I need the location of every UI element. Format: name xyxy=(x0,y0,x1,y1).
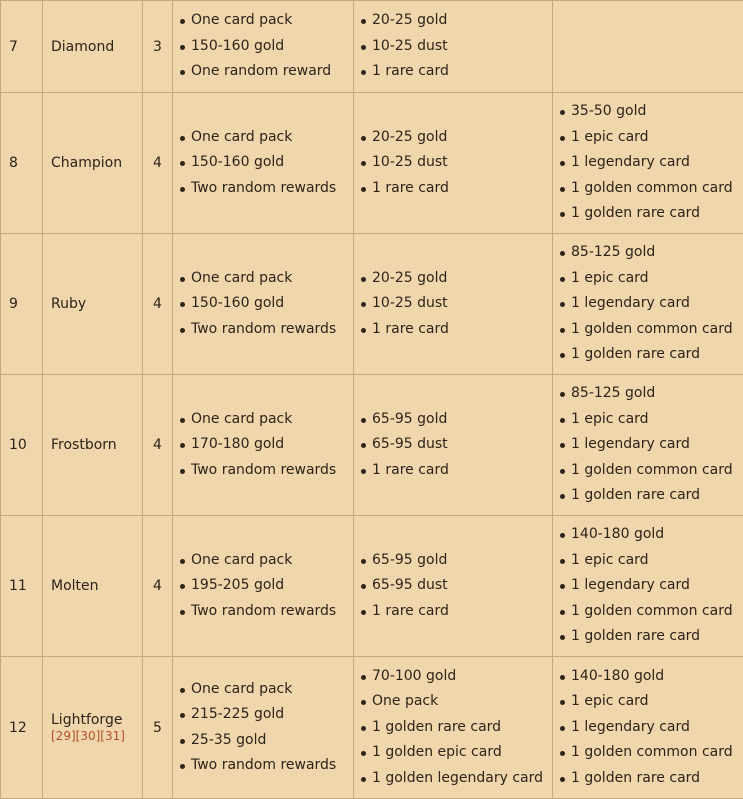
reward-item: 1 golden rare card xyxy=(571,201,743,226)
rank-name: Ruby xyxy=(51,296,86,312)
reward-item: 170-180 gold xyxy=(191,432,353,457)
reward-item: Two random rewards xyxy=(191,317,353,342)
reward-cell xyxy=(173,1,354,93)
reward-list xyxy=(553,240,743,367)
rank-value: 7 xyxy=(9,39,18,55)
table-row xyxy=(1,375,743,516)
reward-item: Two random rewards xyxy=(191,599,353,624)
reward-item: 1 epic card xyxy=(571,689,743,714)
reward-cell xyxy=(553,375,743,516)
reward-item: 1 legendary card xyxy=(571,573,743,598)
reward-item: 1 epic card xyxy=(571,548,743,573)
reward-item: 1 golden rare card xyxy=(571,342,743,367)
rank-cell xyxy=(1,234,43,375)
reward-item: 1 rare card xyxy=(372,458,552,483)
reward-cell xyxy=(354,1,553,93)
rank-name: Diamond xyxy=(51,39,114,55)
rewards-table-body xyxy=(1,1,743,799)
reward-item: Two random rewards xyxy=(191,176,353,201)
reward-item: 1 golden epic card xyxy=(372,740,552,765)
table-row xyxy=(1,1,743,93)
reward-item: One card pack xyxy=(191,266,353,291)
reward-cell xyxy=(173,375,354,516)
name-cell xyxy=(43,93,143,234)
reward-item: One card pack xyxy=(191,407,353,432)
tier-cell xyxy=(143,234,173,375)
reward-cell xyxy=(173,234,354,375)
reward-item: 1 golden common card xyxy=(571,599,743,624)
reward-item: 20-25 gold xyxy=(372,266,552,291)
tier-value: 4 xyxy=(153,578,162,594)
reward-item: 10-25 dust xyxy=(372,34,552,59)
reward-list xyxy=(553,522,743,649)
reward-cell xyxy=(354,657,553,799)
tier-cell xyxy=(143,1,173,93)
reward-item: 85-125 gold xyxy=(571,381,743,406)
reward-item: 140-180 gold xyxy=(571,664,743,689)
table-row xyxy=(1,657,743,799)
reward-list xyxy=(354,407,552,483)
reward-item: 1 legendary card xyxy=(571,291,743,316)
reward-item: 70-100 gold xyxy=(372,664,552,689)
reward-item: 1 golden rare card xyxy=(571,624,743,649)
reward-cell xyxy=(354,234,553,375)
tier-cell xyxy=(143,516,173,657)
rank-cell xyxy=(1,657,43,799)
reward-cell xyxy=(354,516,553,657)
reward-item: 20-25 gold xyxy=(372,125,552,150)
reward-item: 65-95 dust xyxy=(372,432,552,457)
reward-cell xyxy=(553,234,743,375)
reward-item: 10-25 dust xyxy=(372,291,552,316)
tier-cell xyxy=(143,93,173,234)
reward-item: 10-25 dust xyxy=(372,150,552,175)
reward-item: One card pack xyxy=(191,125,353,150)
reward-item: 35-50 gold xyxy=(571,99,743,124)
reward-item: 65-95 gold xyxy=(372,548,552,573)
rank-value: 9 xyxy=(9,296,18,312)
reward-list xyxy=(173,8,353,84)
reward-list xyxy=(173,266,353,342)
reward-list xyxy=(173,125,353,201)
reward-item: 1 golden rare card xyxy=(571,766,743,791)
reference-link[interactable]: [31] xyxy=(100,729,125,743)
reward-list xyxy=(354,548,552,624)
tier-value: 4 xyxy=(153,155,162,171)
reward-item: 25-35 gold xyxy=(191,728,353,753)
reward-item: One card pack xyxy=(191,677,353,702)
tier-value: 4 xyxy=(153,437,162,453)
reward-item: 1 epic card xyxy=(571,266,743,291)
reward-item: 215-225 gold xyxy=(191,702,353,727)
reward-item: 65-95 gold xyxy=(372,407,552,432)
reward-item: Two random rewards xyxy=(191,458,353,483)
rank-value: 11 xyxy=(9,578,27,594)
reward-list xyxy=(173,548,353,624)
rank-name: Lightforge xyxy=(51,712,122,728)
reward-item: 20-25 gold xyxy=(372,8,552,33)
reward-list xyxy=(354,125,552,201)
rank-value: 8 xyxy=(9,155,18,171)
reward-cell xyxy=(354,375,553,516)
reward-item: One card pack xyxy=(191,548,353,573)
reward-list xyxy=(354,266,552,342)
reward-item: 1 rare card xyxy=(372,317,552,342)
reward-list xyxy=(553,381,743,508)
reward-cell xyxy=(553,93,743,234)
reward-item: 1 golden legendary card xyxy=(372,766,552,791)
reward-item: 1 golden common card xyxy=(571,458,743,483)
rank-cell xyxy=(1,375,43,516)
reward-item: 150-160 gold xyxy=(191,150,353,175)
reward-item: 1 golden common card xyxy=(571,176,743,201)
reward-item: 1 golden common card xyxy=(571,317,743,342)
reward-item: Two random rewards xyxy=(191,753,353,778)
table-row xyxy=(1,234,743,375)
reward-item: One pack xyxy=(372,689,552,714)
reference-link[interactable]: [29] xyxy=(51,729,76,743)
tier-value: 4 xyxy=(153,296,162,312)
tier-value: 5 xyxy=(153,720,162,736)
tier-cell xyxy=(143,375,173,516)
reward-item: 1 golden common card xyxy=(571,740,743,765)
reward-item: 150-160 gold xyxy=(191,34,353,59)
reward-item: 1 epic card xyxy=(571,125,743,150)
reward-item: 1 legendary card xyxy=(571,432,743,457)
rank-name: Molten xyxy=(51,578,99,594)
reference-link[interactable]: [30] xyxy=(76,729,101,743)
reward-list xyxy=(354,664,552,791)
tier-value: 3 xyxy=(153,39,162,55)
reward-cell xyxy=(173,657,354,799)
reward-cell xyxy=(553,1,743,93)
rank-cell xyxy=(1,1,43,93)
reward-cell xyxy=(173,93,354,234)
reference-links xyxy=(51,728,142,744)
name-cell xyxy=(43,375,143,516)
reward-cell xyxy=(553,657,743,799)
table-row xyxy=(1,516,743,657)
reward-cell xyxy=(173,516,354,657)
reward-item: 1 golden rare card xyxy=(571,483,743,508)
reward-list xyxy=(553,99,743,226)
reward-item: 1 rare card xyxy=(372,599,552,624)
table-row xyxy=(1,93,743,234)
rank-value: 12 xyxy=(9,720,27,736)
reward-item: One card pack xyxy=(191,8,353,33)
tier-cell xyxy=(143,657,173,799)
rank-cell xyxy=(1,93,43,234)
name-cell xyxy=(43,1,143,93)
name-cell xyxy=(43,234,143,375)
reward-item: 140-180 gold xyxy=(571,522,743,547)
reward-item: 1 epic card xyxy=(571,407,743,432)
name-cell xyxy=(43,657,143,799)
rank-value: 10 xyxy=(9,437,27,453)
rank-name: Frostborn xyxy=(51,437,117,453)
reward-item: 195-205 gold xyxy=(191,573,353,598)
reward-list xyxy=(354,8,552,84)
reward-item: 65-95 dust xyxy=(372,573,552,598)
reward-cell xyxy=(553,516,743,657)
name-cell xyxy=(43,516,143,657)
rank-name: Champion xyxy=(51,155,122,171)
reward-item: 150-160 gold xyxy=(191,291,353,316)
reward-list xyxy=(553,664,743,791)
reward-item: 1 legendary card xyxy=(571,715,743,740)
reward-cell xyxy=(354,93,553,234)
rank-cell xyxy=(1,516,43,657)
reward-item: 85-125 gold xyxy=(571,240,743,265)
reward-item: One random reward xyxy=(191,59,353,84)
reward-list xyxy=(173,407,353,483)
reward-item: 1 rare card xyxy=(372,59,552,84)
reward-item: 1 golden rare card xyxy=(372,715,552,740)
reward-list xyxy=(173,677,353,779)
reward-item: 1 legendary card xyxy=(571,150,743,175)
reward-item: 1 rare card xyxy=(372,176,552,201)
